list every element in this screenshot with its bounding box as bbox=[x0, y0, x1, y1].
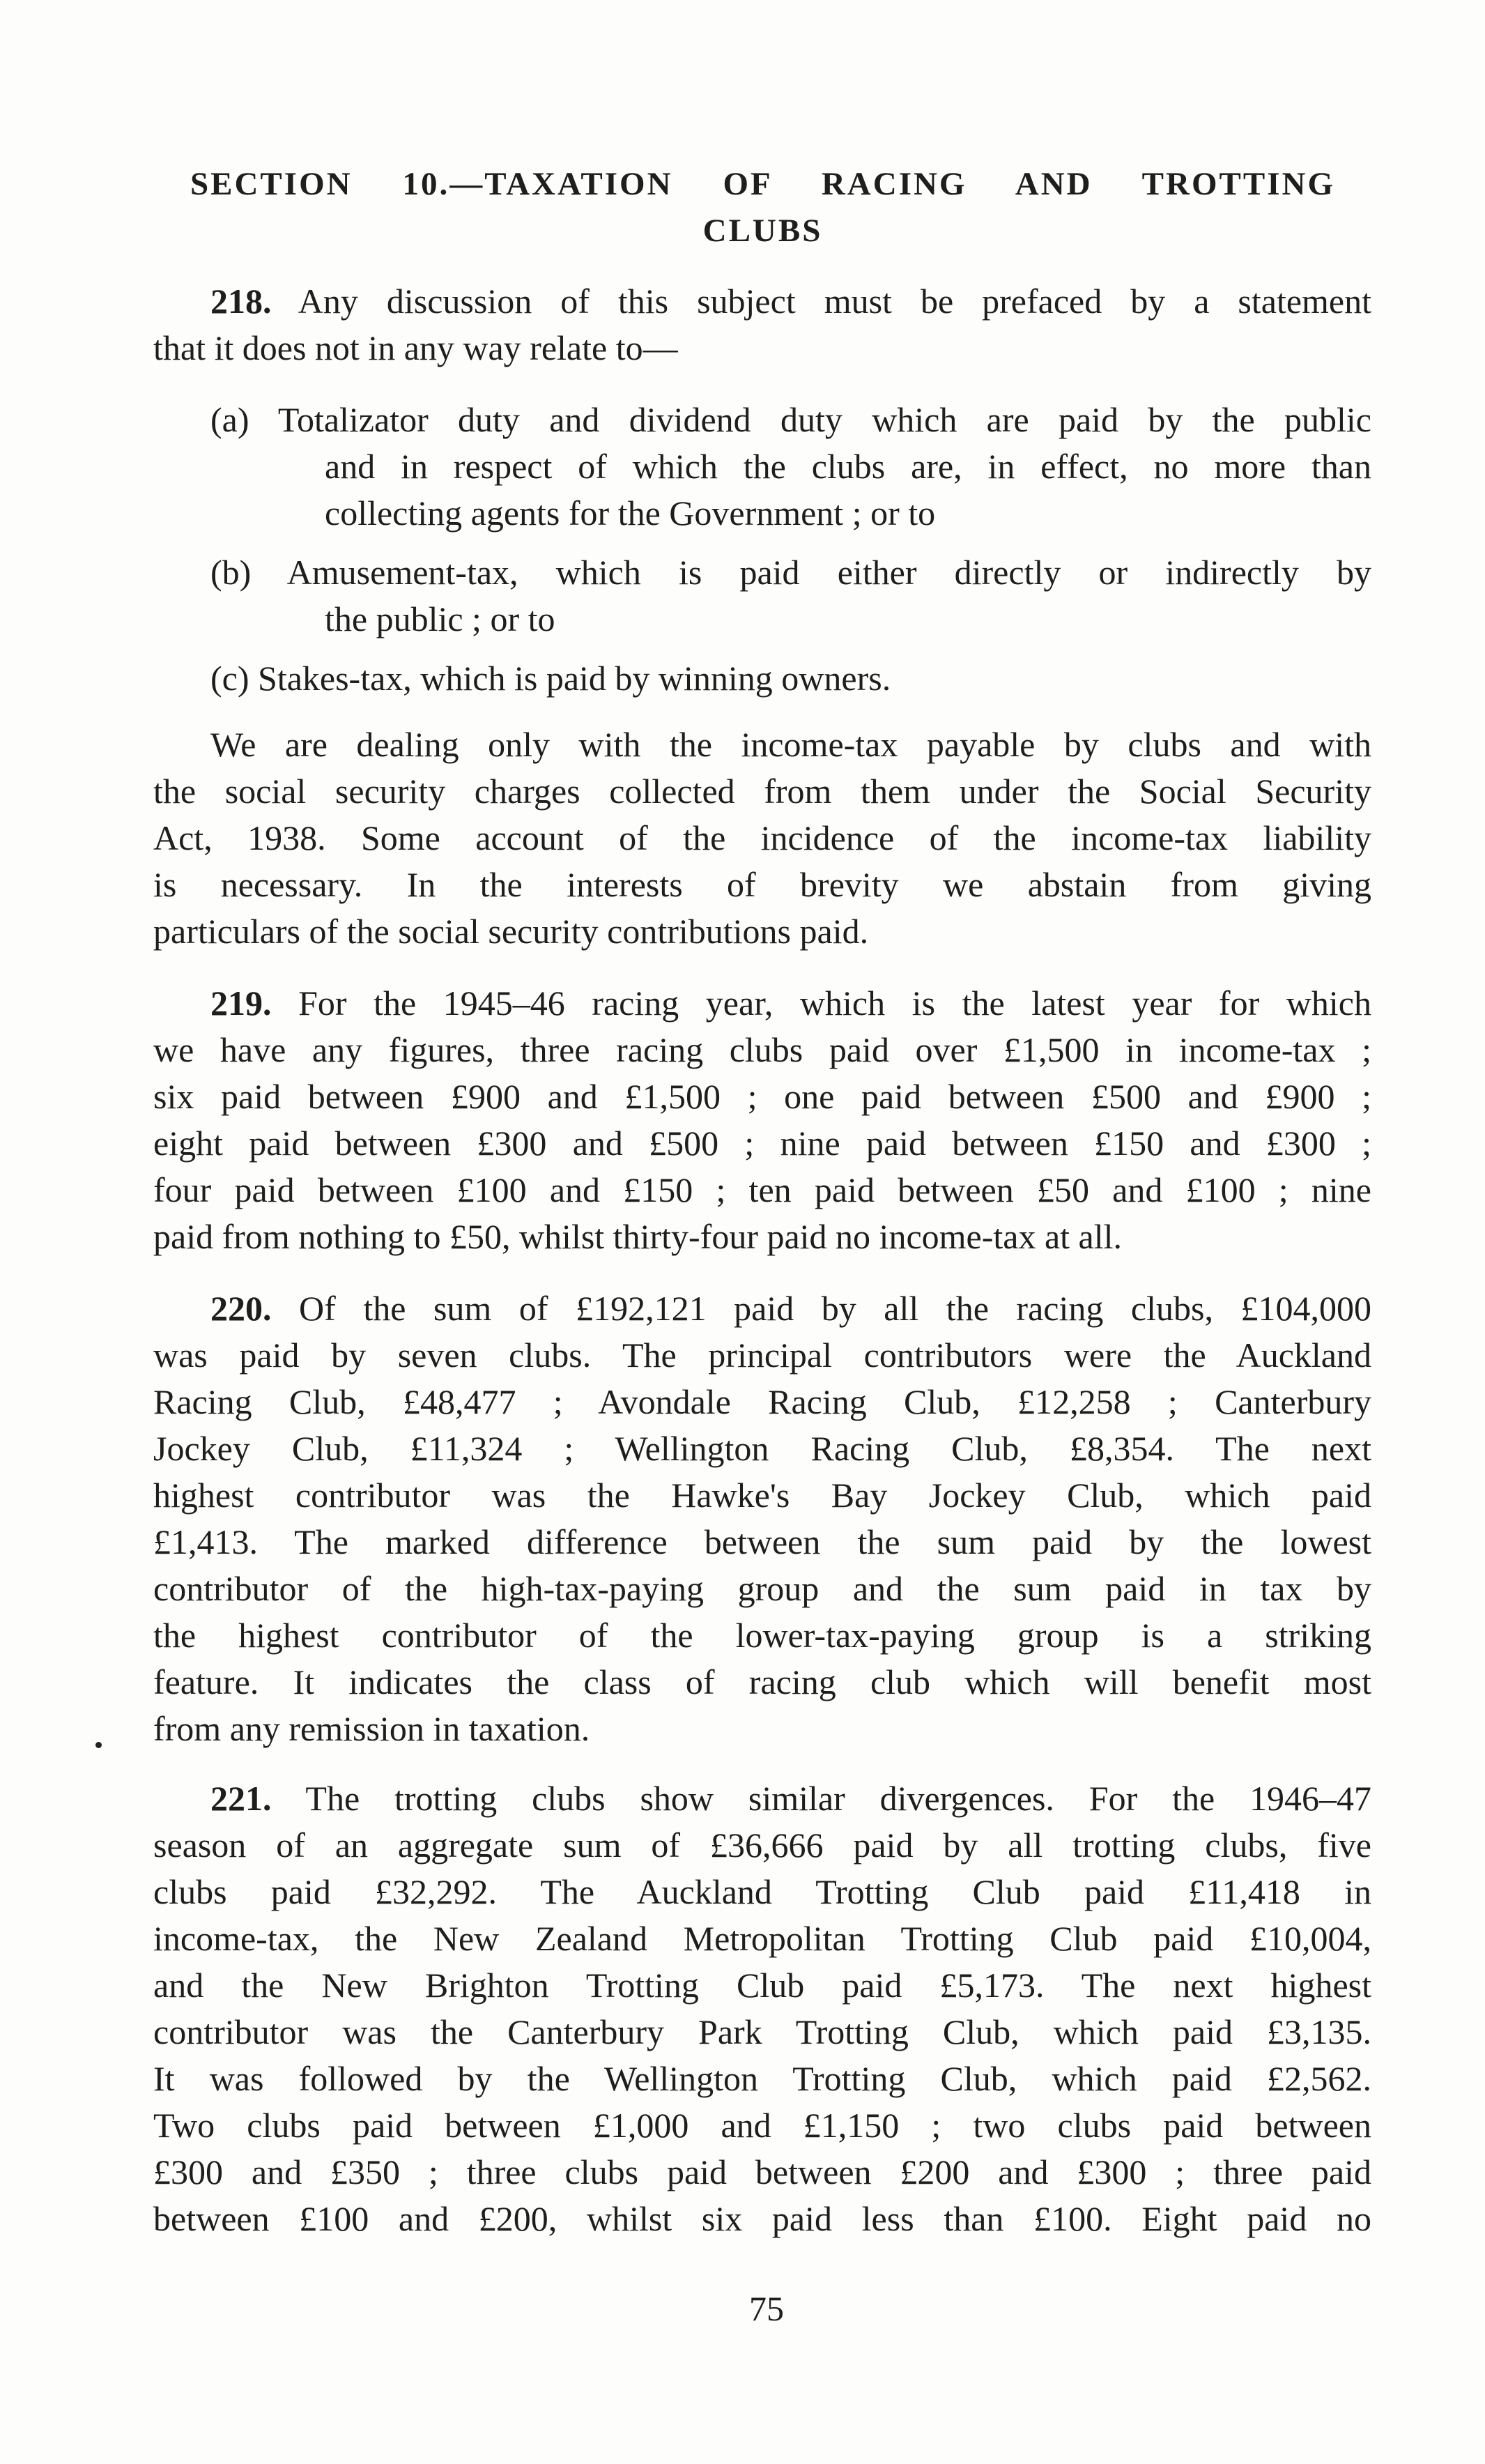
text-line bbox=[153, 862, 1371, 908]
text-line bbox=[153, 2149, 1371, 2196]
text-line bbox=[153, 490, 1371, 537]
line-text: Act, 1938. Some account of the incidence of the income-tax liability bbox=[153, 818, 1371, 857]
text-line bbox=[153, 721, 1371, 768]
text-line bbox=[153, 1962, 1371, 2009]
line-text: the social security charges collected from them under the Social Security bbox=[153, 772, 1371, 811]
text-line bbox=[153, 908, 1371, 955]
line-text: Totalizator duty and dividend duty which are paid by the public bbox=[249, 400, 1371, 439]
text-line bbox=[153, 2102, 1371, 2149]
section-title-line: SECTION 10.—TAXATION OF RACING AND TROTTING bbox=[190, 166, 1335, 202]
text-line bbox=[153, 1120, 1371, 1167]
text-line bbox=[153, 1379, 1371, 1425]
page-number: 75 bbox=[749, 2289, 784, 2328]
line-text: clubs paid £32,292. The Auckland Trotting Club paid £11,418 in bbox=[153, 1872, 1371, 1911]
text-line bbox=[153, 1612, 1371, 1659]
line-text: £300 and £350 ; three clubs paid between £200 and £300 ; three paid bbox=[153, 2152, 1371, 2191]
paragraph-number: 221. bbox=[210, 1779, 272, 1818]
text-line bbox=[153, 397, 1371, 443]
text-line bbox=[153, 1706, 1371, 1752]
text-line bbox=[153, 1519, 1371, 1566]
section-title bbox=[190, 161, 1335, 254]
line-text: Jockey Club, £11,324 ; Wellington Racing Club, £8,354. The next bbox=[153, 1429, 1371, 1468]
line-text: from any remission in taxation. bbox=[153, 1709, 590, 1748]
text-line bbox=[153, 596, 1371, 643]
text-line bbox=[153, 549, 1371, 596]
paragraph-221 bbox=[153, 1775, 1371, 2242]
line-text: For the 1945–46 racing year, which is the latest year for which bbox=[271, 984, 1371, 1023]
line-text: Stakes-tax, which is paid by winning owners. bbox=[249, 659, 891, 698]
line-text: is necessary. In the interests of brevity we abstain from giving bbox=[153, 865, 1371, 904]
section-title-line: CLUBS bbox=[702, 213, 823, 249]
text-line bbox=[153, 1566, 1371, 1612]
item-label: (a) bbox=[210, 400, 249, 439]
text-line bbox=[153, 1332, 1371, 1379]
paragraph-220 bbox=[153, 1285, 1371, 1752]
text-line bbox=[153, 2196, 1371, 2242]
text-line bbox=[153, 325, 1371, 372]
line-text: highest contributor was the Hawke's Bay Jockey Club, which paid bbox=[153, 1476, 1371, 1515]
list-item-c bbox=[153, 655, 1371, 702]
line-text: It was followed by the Wellington Trotting Club, which paid £2,562. bbox=[153, 2059, 1371, 2098]
line-text: income-tax, the New Zealand Metropolitan Trotting Club paid £10,004, bbox=[153, 1919, 1371, 1958]
paragraph-number: 220. bbox=[210, 1289, 272, 1328]
item-label: (b) bbox=[210, 553, 252, 592]
list-item-b bbox=[153, 549, 1371, 643]
line-text: the highest contributor of the lower-tax-paying group is a striking bbox=[153, 1616, 1371, 1655]
line-text: six paid between £900 and £1,500 ; one paid between £500 and £900 ; bbox=[153, 1077, 1371, 1116]
margin-mark bbox=[95, 1742, 102, 1748]
line-text: we have any figures, three racing clubs paid over £1,500 in income-tax ; bbox=[153, 1030, 1371, 1069]
text-line bbox=[153, 1073, 1371, 1120]
line-text: The trotting clubs show similar divergences. For the 1946–47 bbox=[271, 1779, 1371, 1818]
text-line bbox=[153, 768, 1371, 815]
line-text: and the New Brighton Trotting Club paid £5,173. The next highest bbox=[153, 1966, 1371, 2005]
text-line bbox=[153, 2009, 1371, 2056]
text-line bbox=[153, 1822, 1371, 1869]
text-line bbox=[153, 655, 1371, 702]
text-line bbox=[153, 1214, 1371, 1260]
text-line bbox=[153, 2056, 1371, 2102]
line-text: Amusement-tax, which is paid either directly or indirectly by bbox=[251, 553, 1371, 592]
line-text: £1,413. The marked difference between the sum paid by the lowest bbox=[153, 1522, 1371, 1561]
line-text: eight paid between £300 and £500 ; nine paid between £150 and £300 ; bbox=[153, 1124, 1371, 1163]
paragraph-scope bbox=[153, 721, 1371, 955]
text-line bbox=[153, 1167, 1371, 1214]
paragraph-number: 218. bbox=[210, 282, 272, 321]
paragraph-219 bbox=[153, 980, 1371, 1260]
text-line bbox=[153, 1285, 1371, 1332]
line-text: season of an aggregate sum of £36,666 paid by all trotting clubs, five bbox=[153, 1826, 1371, 1865]
text-line bbox=[153, 1869, 1371, 1915]
list-item-a bbox=[153, 397, 1371, 537]
line-text: collecting agents for the Government ; or to bbox=[325, 493, 936, 533]
text-line bbox=[153, 1027, 1371, 1073]
line-text: Any discussion of this subject must be prefaced by a statement bbox=[271, 282, 1371, 321]
line-text: feature. It indicates the class of racing club which will benefit most bbox=[153, 1662, 1371, 1701]
line-text: paid from nothing to £50, whilst thirty-four paid no income-tax at all. bbox=[153, 1217, 1123, 1256]
line-text: contributor was the Canterbury Park Trotting Club, which paid £3,135. bbox=[153, 2012, 1371, 2051]
line-text: particulars of the social security contributions paid. bbox=[153, 912, 869, 951]
line-text: Racing Club, £48,477 ; Avondale Racing Club, £12,258 ; Canterbury bbox=[153, 1382, 1371, 1421]
line-text: between £100 and £200, whilst six paid less than £100. Eight paid no bbox=[153, 2199, 1371, 2238]
text-line bbox=[153, 1472, 1371, 1519]
text-line bbox=[153, 1915, 1371, 1962]
text-line bbox=[153, 980, 1371, 1027]
text-line bbox=[153, 1425, 1371, 1472]
line-text: and in respect of which the clubs are, in effect, no more than bbox=[325, 447, 1371, 486]
paragraph-218 bbox=[153, 278, 1371, 372]
line-text: Of the sum of £192,121 paid by all the racing clubs, £104,000 bbox=[271, 1289, 1371, 1328]
line-text: contributor of the high-tax-paying group and the sum paid in tax by bbox=[153, 1569, 1371, 1608]
line-text: We are dealing only with the income-tax payable by clubs and with bbox=[210, 725, 1371, 764]
line-text: four paid between £100 and £150 ; ten paid between £50 and £100 ; nine bbox=[153, 1170, 1371, 1209]
paragraph-number: 219. bbox=[210, 984, 272, 1023]
line-text: was paid by seven clubs. The principal contributors were the Auckland bbox=[153, 1336, 1371, 1375]
item-label: (c) bbox=[210, 659, 249, 698]
line-text: that it does not in any way relate to— bbox=[153, 328, 678, 367]
text-line bbox=[153, 1659, 1371, 1706]
text-line bbox=[153, 1775, 1371, 1822]
text-line bbox=[153, 815, 1371, 862]
text-line bbox=[153, 443, 1371, 490]
line-text: the public ; or to bbox=[325, 599, 555, 638]
text-line bbox=[153, 278, 1371, 325]
line-text: Two clubs paid between £1,000 and £1,150 ; two clubs paid between bbox=[153, 2106, 1371, 2145]
